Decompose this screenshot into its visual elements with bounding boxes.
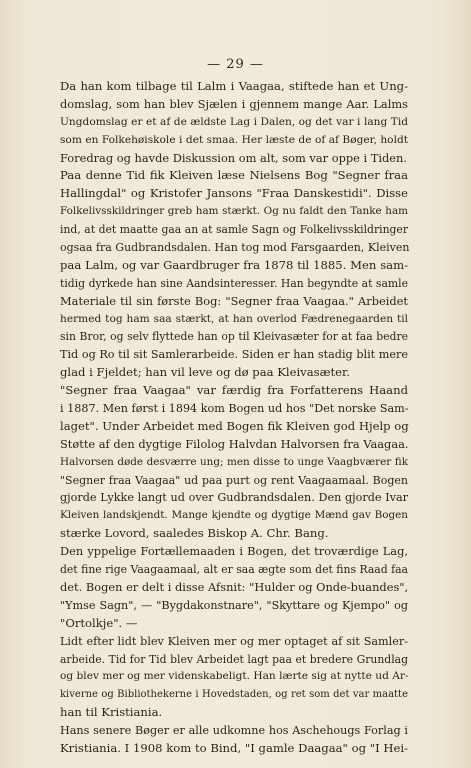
text-line: Støtte af den dygtige Filolog Halvdan Halvorsen fra Vaagaa. xyxy=(60,436,409,451)
text-line: Kristiania. I 1908 kom to Bind, "I gamle Daagaa" og "I Hei- xyxy=(60,740,408,755)
page-number: — 29 — xyxy=(207,57,264,72)
text-line: arbeide. Tid for Tid blev Arbeidet lagt paa et bredere Grundlag xyxy=(60,652,408,666)
text-line: "Segner fraa Vaagaa" var færdig fra Forfatterens Haand xyxy=(60,383,408,398)
text-line: han til Kristiania. xyxy=(60,705,163,720)
text-line: domslag, som han blev Sjælen i gjennem mange Aar. Lalms xyxy=(60,96,408,111)
text-line: stærke Lovord, saaledes Biskop A. Chr. Bang. xyxy=(60,526,329,541)
text-line: det fine rige Vaagaamaal, alt er saa ægte som det fins Raad faa xyxy=(60,563,408,577)
text-line: det. Bogen er delt i disse Afsnit: "Hulder og Onde-buandes", xyxy=(60,579,409,594)
text-line: i 1887. Men først i 1894 kom Bogen ud hos "Det norske Sam- xyxy=(60,402,409,416)
text-line: Materiale til sin første Bog: "Segner fraa Vaagaa." Arbeidet xyxy=(60,293,408,308)
text-line: gjorde Lykke langt ud over Gudbrandsdalen. Den gjorde Ivar xyxy=(60,491,408,505)
text-line: kiverne og Bibliothekerne i Hovedstaden, og ret som det var maatte xyxy=(60,689,408,701)
body-text xyxy=(60,78,408,758)
text-line: "Ymse Sagn", — "Bygdakonstnare", "Skyttare og Kjempo" og xyxy=(60,598,408,612)
text-line: laget". Under Arbeidet med Bogen fik Kleiven god Hjelp og xyxy=(60,418,409,433)
text-line: tidig dyrkede han sine Aandsinteresser. Han begyndte at samle xyxy=(60,276,408,290)
text-line: Halvorsen døde desværre ung; men disse to unge Vaagbværer fik xyxy=(60,455,408,468)
text-line: Da han kom tilbage til Lalm i Vaagaa, stiftede han et Ung- xyxy=(60,79,408,93)
text-line: Paa denne Tid fik Kleiven læse Nielsens Bog "Segner fraa xyxy=(60,168,408,183)
text-line: Den yppelige Fortællemaaden i Bogen, det troværdige Lag, xyxy=(60,544,408,559)
text-line: Kleiven landskjendt. Mange kjendte og dygtige Mænd gav Bogen xyxy=(60,509,408,522)
text-line: "Ortolkje". — xyxy=(60,615,138,630)
text-line: glad i Fjeldet; han vil leve og dø paa Kleivasæter. xyxy=(60,365,350,380)
text-line: "Segner fraa Vaagaa" ud paa purt og rent Vaagaamaal. Bogen xyxy=(60,473,408,487)
text-line: sin Bror, og selv flyttede han op til Kleivasæter for at faa bedre xyxy=(60,330,408,344)
text-line: som en Folkehøiskole i det smaa. Her læste de of af Bøger, holdt xyxy=(60,133,408,146)
text-line: paa Lalm, og var Gaardbruger fra 1878 til 1885. Men sam- xyxy=(60,257,408,272)
text-line: ogsaa fra Gudbrandsdalen. Han tog mod Farsgaarden, Kleiven xyxy=(60,241,410,255)
text-line: hermed tog ham saa stærkt, at han overlod Fædrenegaarden til xyxy=(60,312,408,325)
text-line: Hallingdal" og Kristofer Jansons "Fraa Danskestidi". Disse xyxy=(60,186,408,201)
text-line: Folkelivsskildringer greb ham stærkt. Og nu faldt den Tanke ham xyxy=(60,205,408,218)
text-line: Lidt efter lidt blev Kleiven mer og mer optaget af sit Samler- xyxy=(60,634,408,648)
text-line: og blev mer og mer videnskabeligt. Han lærte sig at nytte ud Ar- xyxy=(60,670,409,683)
text-line: Hans senere Bøger er alle udkomne hos Aschehougs Forlag i xyxy=(60,724,408,738)
text-line: ind, at det maatte gaa an at samle Sagn og Folkelivsskildringer xyxy=(60,223,408,237)
text-line: Tid og Ro til sit Samlerarbeide. Siden er han stadig blit mere xyxy=(60,348,408,362)
text-line: Foredrag og havde Diskussion om alt, som var oppe i Tiden. xyxy=(60,150,408,165)
text-line: Ungdomslag er et af de ældste Lag i Dalen, og det var i lang Tid xyxy=(60,115,408,128)
